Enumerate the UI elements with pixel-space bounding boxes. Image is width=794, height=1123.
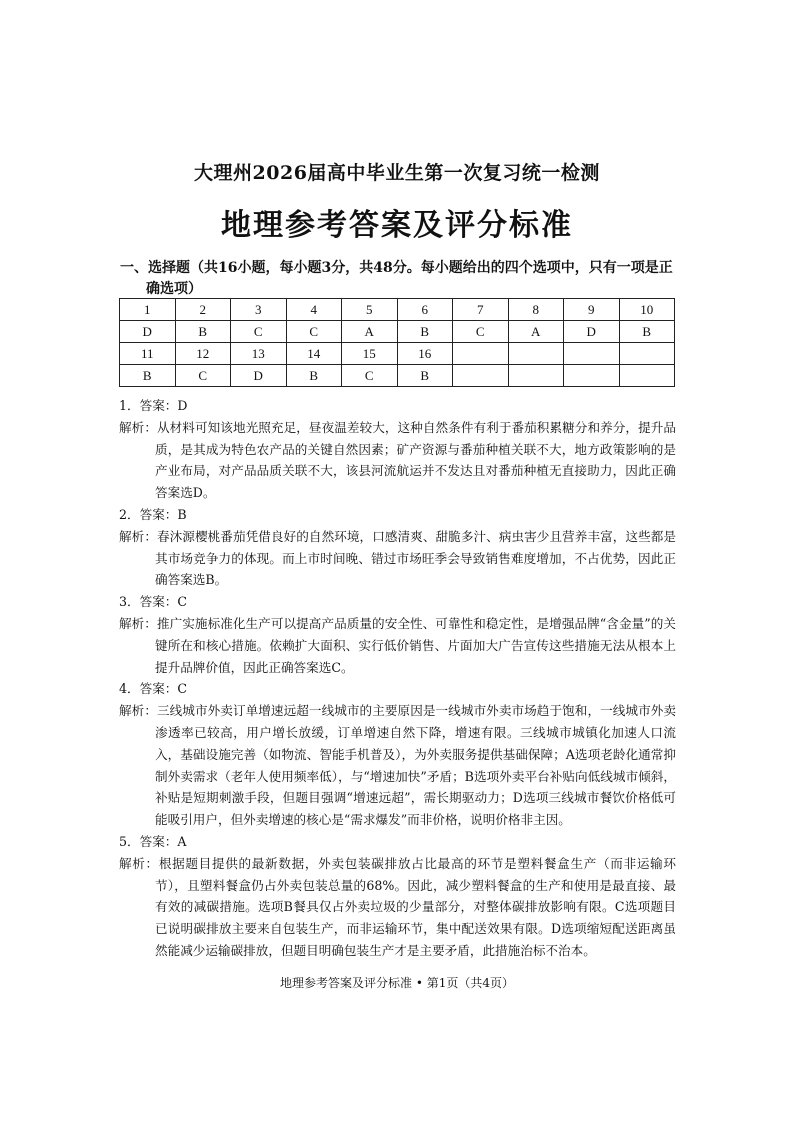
table-cell: 1 [120,299,176,321]
section-heading [120,258,680,300]
table-cell: B [120,365,176,387]
table-row [120,365,675,387]
table-cell: 12 [175,343,231,365]
answer-line: 1．答案：D [119,398,188,413]
table-row [120,299,675,321]
explanation: 解析：三线城市外卖订单增速远超一线城市的主要原因是一线城市外卖市场趋于饱和，一线城市外卖渗透率已较高，用户增长放缓，订单增速自然下降，增速有限。三线城市城镇化加速人口流入，基础设施完善（如物流、智能手机普及），为外卖服务提供基础保障；A选项老龄化通常抑制外卖需求（老年人使用频率低），与“增速加快”矛盾；B选项外卖平台补贴向低线城市倾斜，补贴是短期刺激手段，但题目强调“增速远超”，需长期驱动力；D选项三线城市餐饮价格低可能吸引用户，但外卖增速的核心是“需求爆发”而非价格，说明价格非主因。 [119,703,676,828]
section-heading-text: 一、选择题（共16小题，每小题3分，共48分。每小题给出的四个选项中，只有一项是正 [120,260,673,276]
page-footer: 地理参考答案及评分标准 • 第1页（共4页） [280,976,514,990]
answer-line: 3．答案：C [119,594,188,610]
table-cell: 15 [342,343,398,365]
table-row [120,321,675,343]
item-1 [119,395,676,504]
item-3 [119,591,676,678]
table-row [120,343,675,365]
answer-line: 5．答案：A [119,833,187,849]
explanation: 解析：根据题目提供的最新数据，外卖包装碳排放占比最高的环节是塑料餐盒生产（而非运输环节），且塑料餐盒仍占外卖包装总量的68%。因此，减少塑料餐盒的生产和使用是最直接、最有效的减碳措施。选项B餐具仅占外卖垃圾的少量部分，对整体碳排放影响有限。C选项题目已说明碳排放主要来自包装生产，而非运输环节，集中配送效果有限。D选项缩短配送距离虽然能减少运输碳排放，但题目明确包装生产才是主要矛盾，此措施治标不治本。 [119,855,676,958]
table-cell: D [231,365,287,387]
table-cell: 8 [508,299,564,321]
section-heading-continuation: 确选项） [146,281,202,297]
explanations [119,395,676,962]
answer-table [119,298,675,387]
table-cell: C [453,321,509,343]
exam-subtitle: 大理州2026届高中毕业生第一次复习统一检测 [194,162,600,184]
item-4 [119,678,676,831]
explanation: 解析：春沐源樱桃番茄凭借良好的自然环境，口感清爽、甜脆多汁、病虫害少且营养丰富，这些都是其市场竞争力的体现。而上市时间晚、错过市场旺季会导致销售难度增加，不占优势，因此正确答案选B。 [119,528,676,588]
table-cell: B [619,321,675,343]
table-cell: 3 [231,299,287,321]
table-cell: C [286,321,342,343]
table-cell: 10 [619,299,675,321]
table-cell: 4 [286,299,342,321]
table-cell: 14 [286,343,342,365]
page-title: 地理参考答案及评分标准 [221,208,573,243]
table-cell [453,365,509,387]
table-cell: 13 [231,343,287,365]
table-cell: D [120,321,176,343]
table-cell: A [508,321,564,343]
item-5 [119,831,676,962]
table-cell [508,343,564,365]
table-cell: B [175,321,231,343]
answer-line: 4．答案：C [119,681,188,697]
table-cell: A [342,321,398,343]
table-cell [619,343,675,365]
table-cell [564,365,620,387]
table-cell: B [397,321,453,343]
table-cell: 11 [120,343,176,365]
explanation: 解析：从材料可知该地光照充足，昼夜温差较大，这种自然条件有利于番茄积累糖分和养分，提升品质，是其成为特色农产品的关键自然因素；矿产资源与番茄种植关联不大，地方政策影响的是产业布局，对产品品质关联不大，该县河流航运并不发达且对番茄种植无直接助力，因此正确答案选D。 [119,419,676,501]
table-cell: 7 [453,299,509,321]
table-cell: B [397,365,453,387]
table-cell: B [286,365,342,387]
table-cell: C [231,321,287,343]
table-cell [619,365,675,387]
explanation: 解析：推广实施标准化生产可以提高产品质量的安全性、可靠性和稳定性，是增强品牌“含金量”的关键所在和核心措施。依赖扩大面积、实行低价销售、片面加大广告宣传这些措施无法从根本上提升品牌价值，因此正确答案选C。 [119,615,676,675]
table-cell: C [175,365,231,387]
table-cell: D [564,321,620,343]
table-cell: 6 [397,299,453,321]
table-cell [564,343,620,365]
table-cell: 16 [397,343,453,365]
answer-line: 2．答案：B [119,506,187,522]
table-cell: 5 [342,299,398,321]
item-2 [119,504,676,591]
table-cell: C [342,365,398,387]
table-cell: 2 [175,299,231,321]
table-cell: 9 [564,299,620,321]
table-cell [508,365,564,387]
table-cell [453,343,509,365]
